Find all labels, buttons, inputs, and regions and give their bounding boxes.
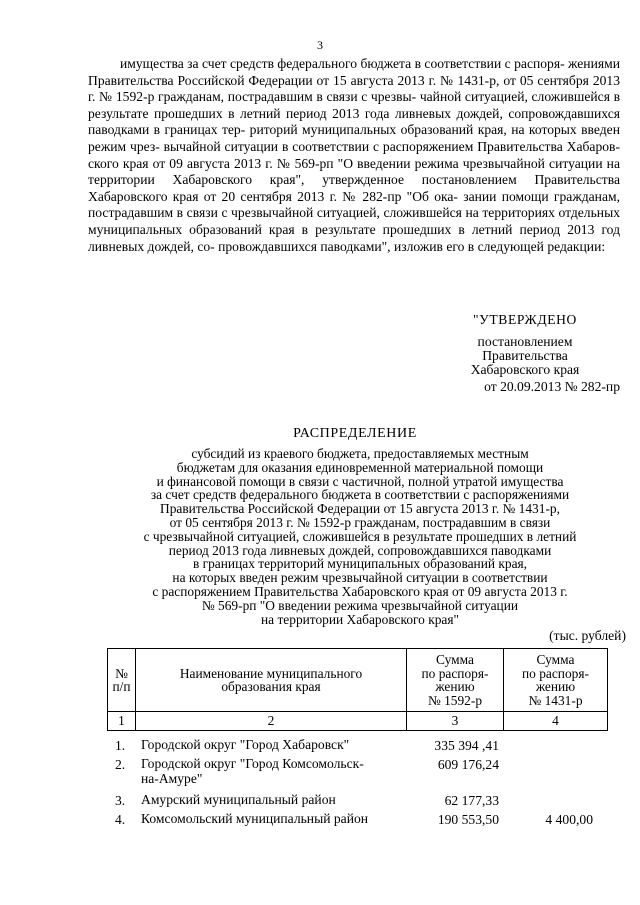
subtitle-line: с чрезвычайной ситуацией, сложившейся в результате прошедших в летний — [143, 528, 577, 544]
body-line: от 05 сентября 2013 г. № 1592-р гражданам, пострадавшим в связи с чрезвы- — [88, 72, 621, 105]
approval-stamp — [430, 313, 620, 394]
body-line: провождавшихся паводками", изложив его в следующей редакции: — [218, 238, 606, 254]
subtitle-line: субсидий из краевого бюджета, предоставляемых местным — [191, 446, 529, 461]
row-name-line: Амурский муниципальный район — [141, 792, 336, 807]
body-line: сложившейся на территориях отдельных муниципальных образований края — [88, 205, 620, 237]
row-number: 2. — [115, 757, 126, 772]
body-line: ского края от 09 августа 2013 г. № 569-рп "О введении режима чрезвычайной — [88, 155, 545, 171]
document-subtitle — [100, 447, 620, 626]
body-line: Правительства Хабаровского края от 20 сентября 2013 г. № 282-пр "Об ока- — [88, 172, 620, 204]
subtitle-line: на территории Хабаровского края" — [261, 611, 459, 627]
subtitle-line: и финансовой помощи в связи с частичной, полной утратой имущества — [156, 473, 564, 489]
row-number: 4. — [115, 812, 126, 827]
subtitle-line: с распоряжением Правительства Хабаровского края от 09 августа 2013 г. — [152, 583, 568, 599]
header-text: жению — [435, 679, 475, 694]
table-row — [107, 738, 620, 757]
body-line: имущества за счет средств федерального бюджета в соответствии с распоря- — [120, 56, 565, 71]
row-sum-1592: 62 177,33 — [444, 793, 499, 808]
header-text: по распоря- — [421, 665, 489, 681]
column-number: 2 — [136, 712, 407, 731]
header-text: по распоря- — [522, 665, 589, 681]
body-line: чайной ситуацией, сложившейся в результате прошедших в летний период — [88, 89, 620, 121]
units-label: (тыс. рублей) — [549, 628, 626, 643]
subtitle-line: от 05 сентября 2013 г. № 1592-р гражданам, пострадавшим в связи — [169, 514, 551, 530]
approval-heading: "УТВЕРЖДЕНО — [473, 312, 577, 327]
page-number: 3 — [317, 38, 323, 52]
header-text: п/п — [112, 679, 131, 694]
body-line: в результате прошедших в летний период 2013 год ливневых дождей, со- — [88, 221, 620, 254]
subtitle-line: на которых введен режим чрезвычайной ситуации в соответствии — [172, 570, 548, 586]
row-name — [141, 793, 401, 808]
header-sum-1592 — [407, 649, 504, 712]
header-row — [108, 649, 608, 712]
distribution-table-header — [107, 648, 608, 731]
subtitle-line: период 2013 года ливневых дождей, сопровождавшихся паводками — [168, 542, 552, 558]
row-name-line: Городской округ "Город Хабаровск" — [141, 737, 350, 752]
header-num — [108, 649, 136, 712]
row-sum-1592: 335 394 ,41 — [434, 738, 499, 753]
row-number: 3. — [115, 793, 126, 808]
body-line: ситуации на территории Хабаровского края", утвержденное постановлением — [88, 155, 620, 188]
table-row — [107, 793, 620, 812]
approval-line: Правительства — [482, 348, 568, 364]
approval-line: Хабаровского края — [470, 362, 580, 378]
column-number: 3 — [407, 712, 504, 731]
subtitle-line: за счет средств федерального бюджета в соответствии с распоряжениями — [150, 487, 570, 503]
header-text: Наименование муниципального — [179, 665, 363, 681]
body-line: риторий муниципальных образований края, на которых введен режим чрез- — [88, 122, 620, 154]
row-name — [141, 738, 401, 753]
header-sum-1431 — [504, 649, 608, 712]
row-name-line: Комсомольский муниципальный район — [141, 811, 369, 826]
row-sum-1431: 4 400,00 — [545, 812, 593, 827]
body-line: вычайной ситуации в соответствии с распоряжением Правительства Хабаров- — [163, 138, 620, 154]
row-name — [141, 812, 401, 827]
approval-date: от 20.09.2013 № 282-пр — [484, 378, 620, 394]
column-number: 1 — [108, 712, 136, 731]
header-text: жению — [535, 679, 576, 694]
subtitle-line: бюджетам для оказания единовременной материальной помощи — [176, 459, 544, 475]
body-line: зании помощи гражданам, пострадавшим в связи с чрезвычайной ситуацией, — [88, 188, 620, 221]
column-number: 4 — [504, 712, 608, 731]
header-text: Сумма — [436, 652, 474, 667]
column-number-row — [108, 712, 608, 731]
subtitle-line: в границах территорий муниципальных образований края, — [192, 556, 528, 572]
row-number: 1. — [115, 738, 126, 753]
body-line: 2013 года ливневых дождей, сопровождавшихся паводками в границах тер- — [88, 105, 620, 138]
table-row — [107, 812, 620, 831]
header-text: Сумма — [536, 652, 575, 667]
row-sum-1592: 609 176,24 — [437, 757, 499, 772]
distribution-rows — [107, 738, 620, 831]
body-line: жениями Правительства Российской Федерации от 15 августа 2013 г. № 1431-р, — [88, 56, 620, 88]
header-text: № 1592-р — [427, 692, 483, 708]
approval-line: постановлением — [477, 334, 573, 349]
document-title: РАСПРЕДЕЛЕНИЕ — [293, 426, 417, 441]
table-row — [107, 757, 620, 793]
header-name — [136, 649, 407, 712]
row-sum-1592: 190 553,50 — [437, 812, 499, 827]
row-name — [141, 757, 401, 786]
header-text: образования края — [221, 679, 321, 694]
row-name-line: на-Амуре" — [141, 770, 203, 786]
subtitle-line: № 569-рп "О введении режима чрезвычайной ситуации — [201, 597, 519, 613]
header-text: № — [115, 665, 128, 681]
row-name-line: Городской округ "Город Комсомольск- — [141, 756, 364, 771]
body-paragraph — [88, 56, 620, 255]
subtitle-line: Правительства Российской Федерации от 15 августа 2013 г. № 1431-р, — [160, 501, 560, 517]
header-text: № 1431-р — [528, 692, 583, 708]
